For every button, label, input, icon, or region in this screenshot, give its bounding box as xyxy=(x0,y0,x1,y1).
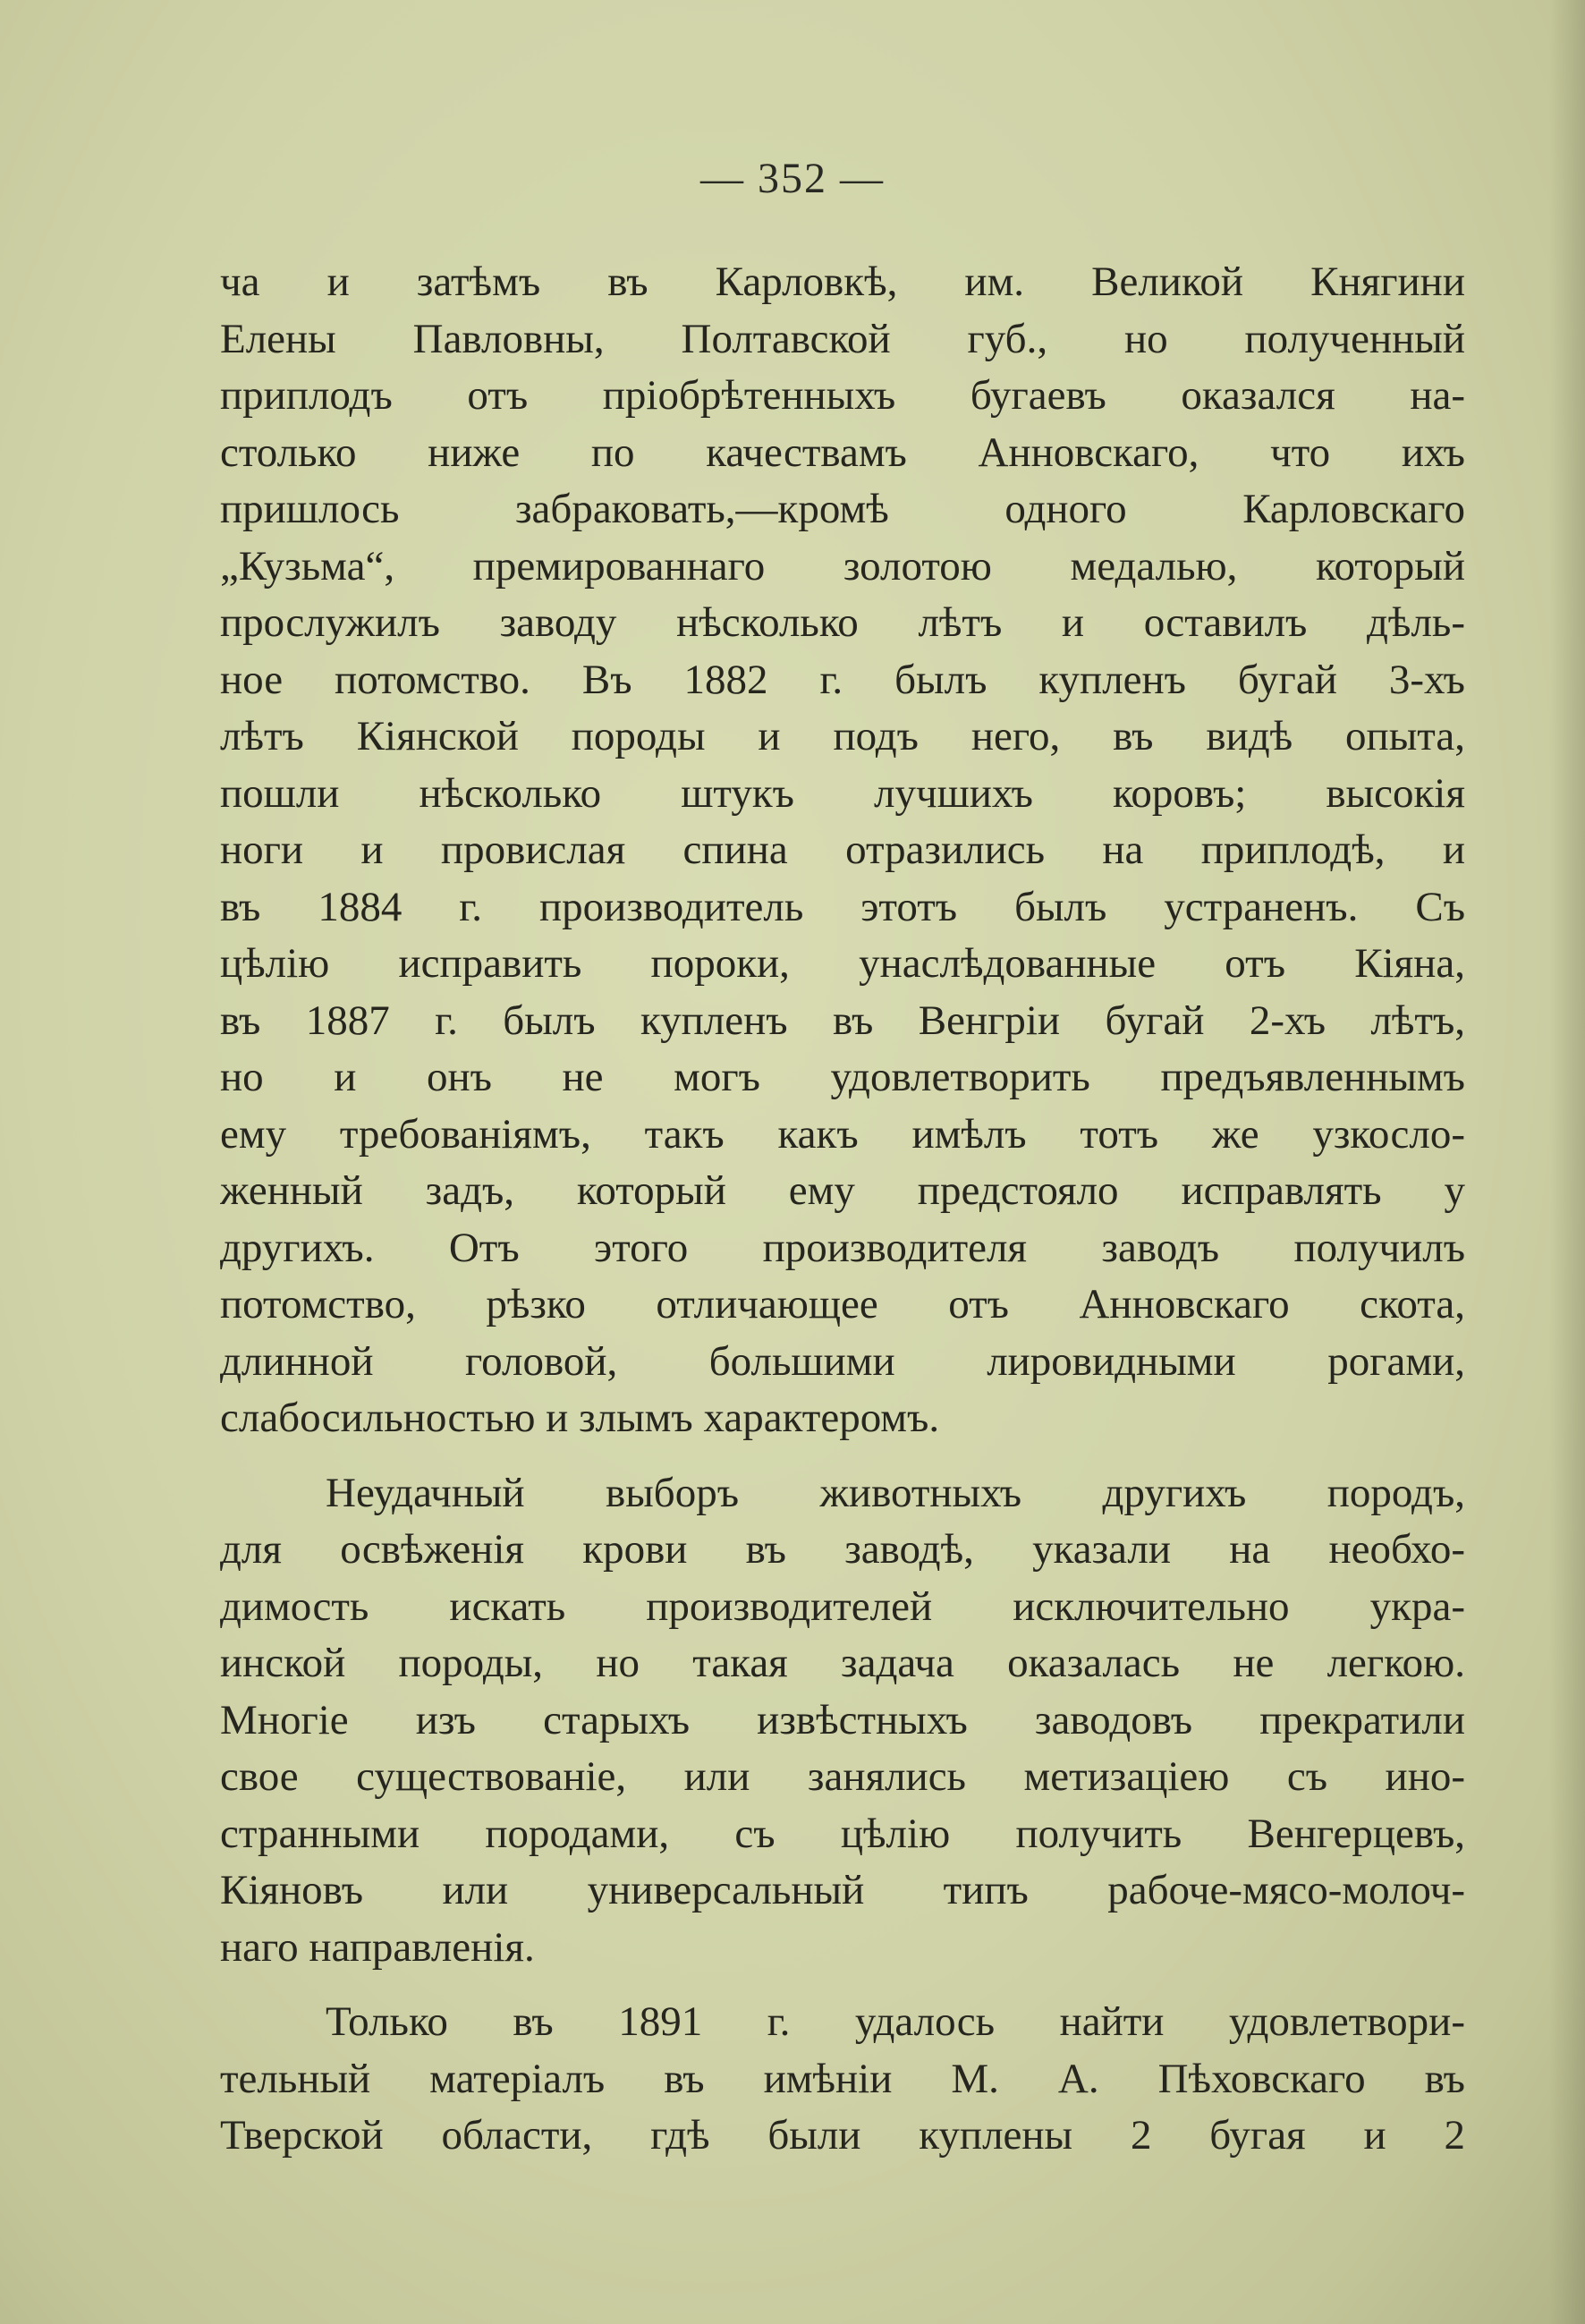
text-line: потомство, рѣзко отличающее отъ Анновскаго скота, xyxy=(220,1281,1465,1327)
paragraph-gap xyxy=(220,1976,1465,1994)
text-line: цѣлію исправить пороки, унаслѣдованные отъ Кіяна, xyxy=(220,940,1465,987)
text-line: „Кузьма“, премированнаго золотою медалью, который xyxy=(220,542,1465,589)
text-line: женный задъ, который ему предстояло исправлять у xyxy=(220,1167,1465,1214)
text-line: приплодъ отъ пріобрѣтенныхъ бугаевъ оказался на- xyxy=(220,372,1465,419)
text-line: Тверской области, гдѣ были куплены 2 бугая и 2 xyxy=(220,2112,1465,2159)
page-edge-shadow xyxy=(1549,0,1585,2324)
text-line: Только въ 1891 г. удалось найти удовлетвори- xyxy=(326,1998,1465,2045)
text-line: ноги и провислая спина отразились на приплодѣ, и xyxy=(220,827,1465,873)
paragraph-1 xyxy=(220,254,1465,1447)
text-line: ча и затѣмъ въ Карловкѣ, им. Великой Княгини xyxy=(220,259,1465,305)
text-line: наго направленія. xyxy=(220,1923,535,1971)
text-line: прослужилъ заводу нѣсколько лѣтъ и оставилъ дѣль- xyxy=(220,599,1465,646)
body-text xyxy=(220,254,1465,2165)
paragraph-3 xyxy=(220,1994,1465,2165)
text-line: въ 1887 г. былъ купленъ въ Венгріи бугай 2-хъ лѣтъ, xyxy=(220,997,1465,1044)
paragraph-gap xyxy=(220,1447,1465,1465)
text-line: но и онъ не могъ удовлетворить предъявленнымъ xyxy=(220,1054,1465,1100)
text-line: свое существованіе, или занялись метизаціею съ ино- xyxy=(220,1753,1465,1800)
text-line: въ 1884 г. производитель этотъ былъ устраненъ. Съ xyxy=(220,883,1465,930)
text-line: Елены Павловны, Полтавской губ., но полученный xyxy=(220,315,1465,362)
text-line: пошли нѣсколько штукъ лучшихъ коровъ; высокія xyxy=(220,769,1465,817)
text-line: Кіяновъ или универсальный типъ рабоче-мясо-молоч- xyxy=(220,1867,1465,1913)
text-line: столько ниже по качествамъ Анновскаго, что ихъ xyxy=(220,428,1465,476)
text-line: ное потомство. Въ 1882 г. былъ купленъ бугай 3-хъ xyxy=(220,656,1465,703)
text-line: лѣтъ Кіянской породы и подъ него, въ видѣ опыта, xyxy=(220,713,1465,759)
text-line: длинной головой, большими лировидными рогами, xyxy=(220,1337,1465,1385)
text-line: странными породами, съ цѣлію получить Венгерцевъ, xyxy=(220,1810,1465,1857)
text-line: пришлось забраковать,—кромѣ одного Карловскаго xyxy=(220,486,1465,532)
text-line: Многіе изъ старыхъ извѣстныхъ заводовъ прекратили xyxy=(220,1696,1465,1743)
text-line: ему требованіямъ, такъ какъ имѣлъ тотъ же узкосло- xyxy=(220,1110,1465,1158)
text-line: слабосильностью и злымъ характеромъ. xyxy=(220,1395,940,1441)
text-line: для освѣженія крови въ заводѣ, указали на необхо- xyxy=(220,1526,1465,1573)
text-line: димость искать производителей исключительно укра- xyxy=(220,1582,1465,1630)
text-line: тельный матеріалъ въ имѣніи М. А. Пѣховскаго въ xyxy=(220,2055,1465,2102)
page-number: — 352 — xyxy=(700,155,885,202)
text-line: другихъ. Отъ этого производителя заводъ получилъ xyxy=(220,1224,1465,1271)
text-line: инской породы, но такая задача оказалась не легкою. xyxy=(220,1640,1465,1686)
paragraph-2 xyxy=(220,1465,1465,1977)
text-line: Неудачный выборъ животныхъ другихъ породъ, xyxy=(326,1469,1465,1516)
